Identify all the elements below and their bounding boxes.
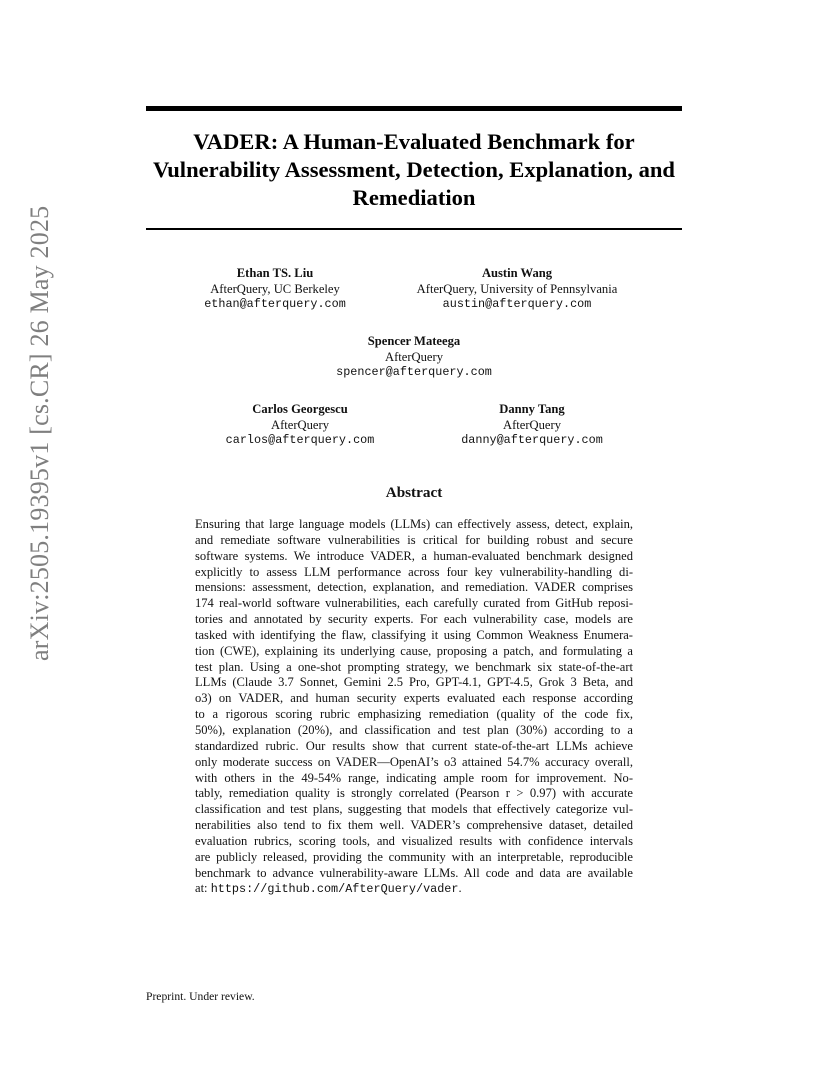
author-affiliation: AfterQuery — [384, 349, 444, 364]
abstract-line: tories and annotated by security experts. For each vulnerability case, models are — [195, 612, 633, 627]
abstract-line: classification and test plans, suggesting that models that effectively categorize vul- — [195, 802, 633, 817]
author-block — [215, 402, 385, 449]
abstract-line: 50%), explanation (20%), and classification and test plan (30%) according to a — [195, 722, 633, 737]
abstract-last-line-suffix: . — [458, 881, 462, 896]
abstract-line: evaluation rubrics, scoring tools, and visualized results with confidence intervals — [195, 833, 633, 848]
abstract-line: tasked with identifying the flaw, classifying it using Common Weakness Enumera- — [195, 627, 633, 642]
abstract-line: benchmark to advance vulnerability-aware LLMs. All code and data are available — [195, 865, 633, 880]
title-top-rule — [146, 106, 682, 111]
abstract-line: to a rigorous scoring rubric emphasizing remediation (quality of the code fix, — [195, 707, 633, 722]
abstract-line: tably, remediation quality is strongly correlated (Pearson r > 0.97) with accurate — [195, 786, 633, 801]
author-email: spencer@afterquery.com — [336, 365, 492, 379]
author-email: carlos@afterquery.com — [225, 433, 375, 447]
author-email: ethan@afterquery.com — [204, 297, 346, 311]
abstract-line: and remediate software vulnerabilities is critical for building robust and secure — [195, 532, 633, 547]
author-affiliation: AfterQuery, UC Berkeley — [210, 281, 340, 296]
abstract-heading: Abstract — [385, 484, 443, 501]
title-line: Remediation — [352, 185, 476, 210]
repository-link[interactable]: https://github.com/AfterQuery/vader — [210, 882, 459, 897]
abstract-line: software systems. We introduce VADER, a human-evaluated benchmark designed — [195, 548, 633, 563]
abstract-line: 174 real-world software vulnerabilities, each carefully curated from GitHub reposi- — [195, 596, 633, 611]
abstract-line: o3) on VADER, and human security experts evaluated each response according — [195, 691, 633, 706]
abstract-last-line — [195, 881, 633, 897]
author-block — [447, 402, 617, 449]
author-affiliation: AfterQuery — [270, 417, 330, 432]
author-block — [314, 334, 514, 381]
arxiv-identifier-stamp: arXiv:2505.19395v1 [cs.CR] 26 May 2025 — [25, 205, 54, 661]
author-email: austin@afterquery.com — [442, 297, 592, 311]
author-name: Austin Wang — [481, 266, 553, 280]
author-block — [400, 266, 634, 313]
author-name: Danny Tang — [499, 402, 565, 416]
author-name: Ethan TS. Liu — [236, 266, 314, 280]
title-line: VADER: A Human-Evaluated Benchmark for — [193, 129, 635, 154]
abstract-line: LLMs (Claude 3.7 Sonnet, Gemini 2.5 Pro, GPT-4.1, GPT-4.5, Grok 3 Beta, and — [195, 675, 633, 690]
author-name: Carlos Georgescu — [252, 402, 348, 416]
abstract-line: nerabilities also tend to fix them well. VADER’s comprehensive dataset, detailed — [195, 818, 633, 833]
abstract-line: standardized rubric. Our results show that current state-of-the-art LLMs achieve — [195, 738, 633, 753]
author-name: Spencer Mateega — [367, 334, 461, 348]
abstract-line: explicitly to assess LLM performance across four key vulnerability-handling di- — [195, 564, 633, 579]
abstract-line: only moderate success on VADER—OpenAI’s o3 attained 54.7% accuracy overall, — [195, 754, 633, 769]
abstract-line: Ensuring that large language models (LLMs) can effectively assess, detect, explain, — [195, 517, 633, 531]
abstract-line: are publicly released, providing the community with an interpretable, reproducible — [195, 849, 633, 864]
title-bottom-rule — [146, 228, 682, 230]
abstract-line: with others in the 49-54% range, indicating ample room for improvement. No- — [195, 770, 633, 785]
preprint-footnote: Preprint. Under review. — [146, 990, 255, 1003]
abstract-line: mensions: assessment, detection, explanation, and remediation. VADER comprises — [195, 580, 633, 595]
author-affiliation: AfterQuery — [502, 417, 562, 432]
title-line: Vulnerability Assessment, Detection, Explanation, and — [152, 157, 676, 182]
abstract-line: test plan. Using a one-shot prompting strategy, we benchmark six state-of-the-art — [195, 659, 633, 674]
abstract-body — [195, 517, 633, 897]
abstract-line: tion (CWE), explaining its underlying cause, proposing a patch, and formulating a — [195, 643, 633, 658]
author-block — [190, 266, 360, 313]
author-affiliation: AfterQuery, University of Pennsylvania — [416, 281, 618, 296]
paper-title — [146, 128, 682, 212]
author-email: danny@afterquery.com — [461, 433, 603, 447]
abstract-last-line-prefix: at: — [195, 881, 211, 896]
